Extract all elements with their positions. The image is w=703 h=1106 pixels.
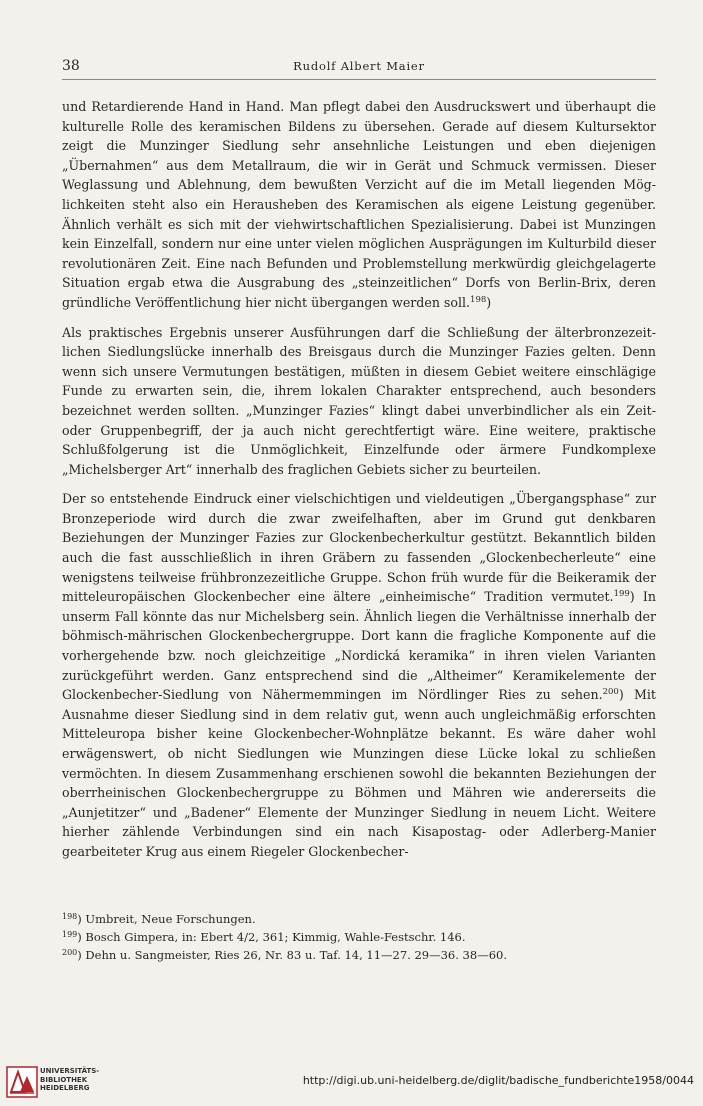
footnote-number: 199 <box>62 930 78 939</box>
footnote-paren: ) <box>77 912 82 926</box>
footnote-198 <box>62 910 656 928</box>
page-header <box>62 58 656 78</box>
text-run: Als praktisches Ergebnis unserer Ausführungen darf die Schließung der älterbronzezeitlichen Siedlungslücke innerhalb des Breisgaus durch die Munzinger Fazies gelten. Denn wenn sich unsere Vermutungen bestätigen, müßten in diesem Gebiet weitere einschlägige Funde zu erwarten sein, die, ihrem lokalen Charakter entsprechend, auch besonders bezeichnet werden sollten. „Munzinger Fazies“ klingt dabei unverbindlicher als ein Zeit- oder Gruppenbegriff, der ja auch nicht gerechtfertigt wäre. Eine weitere, praktische Schlußfolgerung ist die Unmöglichkeit, Einzelfunde oder ärmere Fundkomplexe „Michelsberger Art“ innerhalb des fraglichen Gebiets sicher zu beurteilen. <box>62 324 656 477</box>
text-run: ) In unserm Fall könnte das nur Michelsberg sein. Ähnlich liegen die Verhältnisse innerhalb der böhmisch-mährischen Glockenbechergruppe. Dort kann die fragliche Komponente auf die vorhergehende bzw. noch gleichzeitige „Nordická keramika“ in ihren vielen Varianten zurückgeführt werden. Ganz entsprechend sind die „Altheimer“ Keramikelemente der Glockenbecher-Siedlung von Nähermemmingen im Nördlinger Ries zu sehen. <box>62 589 656 703</box>
footnote-paren: ) <box>77 948 82 962</box>
paragraph-2 <box>62 323 656 480</box>
text-run: ) <box>486 294 492 310</box>
text-run: ) Mit Ausnahme dieser Siedlung sind in dem relativ gut, wenn auch ungleichmäßig erforschten Mitteleuropa bisher keine Glockenbecher-Wohnplätze bekannt. Es wäre daher wohl erwägenswert, ob nicht Siedlungen wie Munzingen diese Lücke lokal zu schließen vermöchten. In diesem Zusammenhang erschienen sowohl die bekannten Beziehungen der oberrheinischen Glockenbechergruppe zu Böhmen und Mähren wie andererseits die „Aunjetitzer“ und „Badener“ Elemente der Munzinger Siedlung in neuem Licht. Weitere hierher zählende Verbindungen sind ein nach Kisapostag- oder Adlerberg-Manier gearbeiteter Krug aus einem Riegeler Glockenbecher- <box>62 687 656 859</box>
source-url-link[interactable]: http://digi.ub.uni-heidelberg.de/diglit/badische_fundberichte1958/0044 <box>302 1074 694 1087</box>
logo-text <box>40 1067 99 1093</box>
logo-line: UNIVERSITÄTS- <box>40 1067 100 1075</box>
footnote-ref-199: 199 <box>613 589 630 600</box>
footnotes <box>62 910 656 964</box>
paragraph-3 <box>62 489 656 861</box>
text-run: Der so entstehende Eindruck einer vielschichtigen und vieldeutigen „Übergangsphase“ zur Bronzeperiode wird durch die zwar zweifelhaften, aber im Grund gut denkbaren Beziehungen der Munzinger Fazies zur Glockenbecherkultur gestützt. Bekanntlich bilden auch die fast ausschließlich in ihren Gräbern zu fassenden „Glockenbecherleute“ eine wenigstens teilweise frühbronzezeitliche Gruppe. Schon früh wurde für die Beikeramik der mitteleuropäischen Glockenbecher eine ältere „einheimische“ Tradition vermutet. <box>62 491 656 605</box>
footnote-text: Bosch Gimpera, in: Ebert 4/2, 361; Kimmig, Wahle-Festschr. 146. <box>81 930 466 944</box>
scan-footer <box>0 1056 703 1106</box>
logo-line: BIBLIOTHEK <box>40 1075 88 1084</box>
footnote-199 <box>62 928 656 946</box>
footnote-number: 198 <box>62 912 78 921</box>
footnote-text: Umbreit, Neue Forschungen. <box>81 912 256 926</box>
footnote-text: Dehn u. Sangmeister, Ries 26, Nr. 83 u. Taf. 14, 11—27. 29—36. 38—60. <box>81 948 507 962</box>
footnote-paren: ) <box>77 930 82 944</box>
footnote-number: 200 <box>62 948 78 957</box>
library-logo[interactable] <box>6 1064 116 1100</box>
paragraph-1 <box>62 97 656 313</box>
header-rule <box>62 79 656 80</box>
text-run: und Retardierende Hand in Hand. Man pflegt dabei den Ausdruckswert und überhaupt die kulturelle Rolle des keramischen Bildens zu übersehen. Gerade auf diesem Kultursektor zeigt die Munzinger Siedlung sehr ansehnliche Leistungen und eben diejenigen „Übernahmen“ aus dem Metallraum, die wir in Gerät und Schmuck vermissen. Dieser Weglassung und Ablehnung, dem bewußten Verzicht auf die im Metall liegenden Möglichkeiten steht also ein Herausheben des Keramischen als eigene Leistung gegenüber. Ähnlich verhält es sich mit der viehwirtschaftlichen Spezialisierung. Dabei ist Munzingen kein Einzelfall, sondern nur eine unter vielen möglichen Ausprägungen im Kulturbild dieser revolutionären Zeit. Eine nach Befunden und Problemstellung merkwürdig gleichgelagerte Situation ergab etwa die Ausgrabung des „steinzeitlichen“ Dorfs von Berlin-Brix, deren gründliche Veröffentlichung hier nicht übergangen werden soll. <box>62 99 656 310</box>
body-text <box>62 97 656 872</box>
footnote-ref-200: 200 <box>602 687 619 698</box>
running-head: Rudolf Albert Maier <box>293 59 425 73</box>
library-seal-icon <box>6 1066 38 1098</box>
footnote-200 <box>62 946 656 964</box>
page-number: 38 <box>62 58 80 74</box>
logo-line: HEIDELBERG <box>40 1084 90 1092</box>
footnote-ref-198: 198 <box>470 294 487 305</box>
